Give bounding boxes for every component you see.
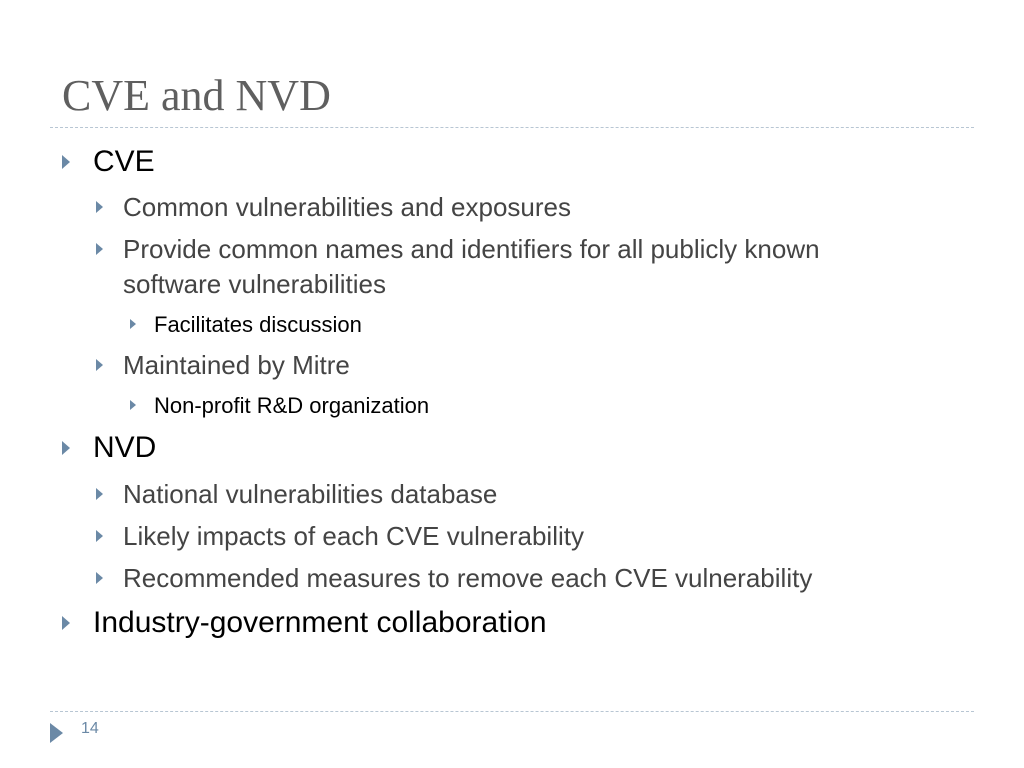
footer-arrow-icon [50,723,63,743]
bullet-arrow-icon [130,319,136,329]
bullet-text: CVE [93,145,155,178]
bullet-text: National vulnerabilities database [123,479,498,509]
bullet-arrow-icon [62,441,70,455]
bullet-text: Industry-government collaboration [93,606,547,639]
bullet-arrow-icon [130,400,136,410]
footer-divider [50,711,974,712]
bullet-text: Common vulnerabilities and exposures [123,192,572,222]
bullet-arrow-icon [62,616,70,630]
bullet-text: Facilitates discussion [154,312,362,337]
bullet-text: Likely impacts of each CVE vulnerability [123,521,584,551]
bullet-text: Maintained by Mitre [123,350,350,380]
bullet-arrow-icon [62,155,70,169]
bullet-text: Provide common names and identifiers for all publicly known [123,234,820,264]
title-divider [50,127,974,128]
bullet-arrow-icon [96,530,103,542]
bullet-arrow-icon [96,572,103,584]
page-number: 14 [81,720,99,737]
bullet-text: Non-profit R&D organization [154,393,430,418]
bullet-arrow-icon [96,359,103,371]
slide-title: CVE and NVD [62,71,331,120]
bullet-arrow-icon [96,201,103,213]
bullet-arrow-icon [96,488,103,500]
bullet-arrow-icon [96,243,103,255]
bullet-text-continuation: software vulnerabilities [123,269,387,299]
bullet-text: Recommended measures to remove each CVE vulnerability [123,563,813,593]
bullet-text: NVD [93,431,157,464]
